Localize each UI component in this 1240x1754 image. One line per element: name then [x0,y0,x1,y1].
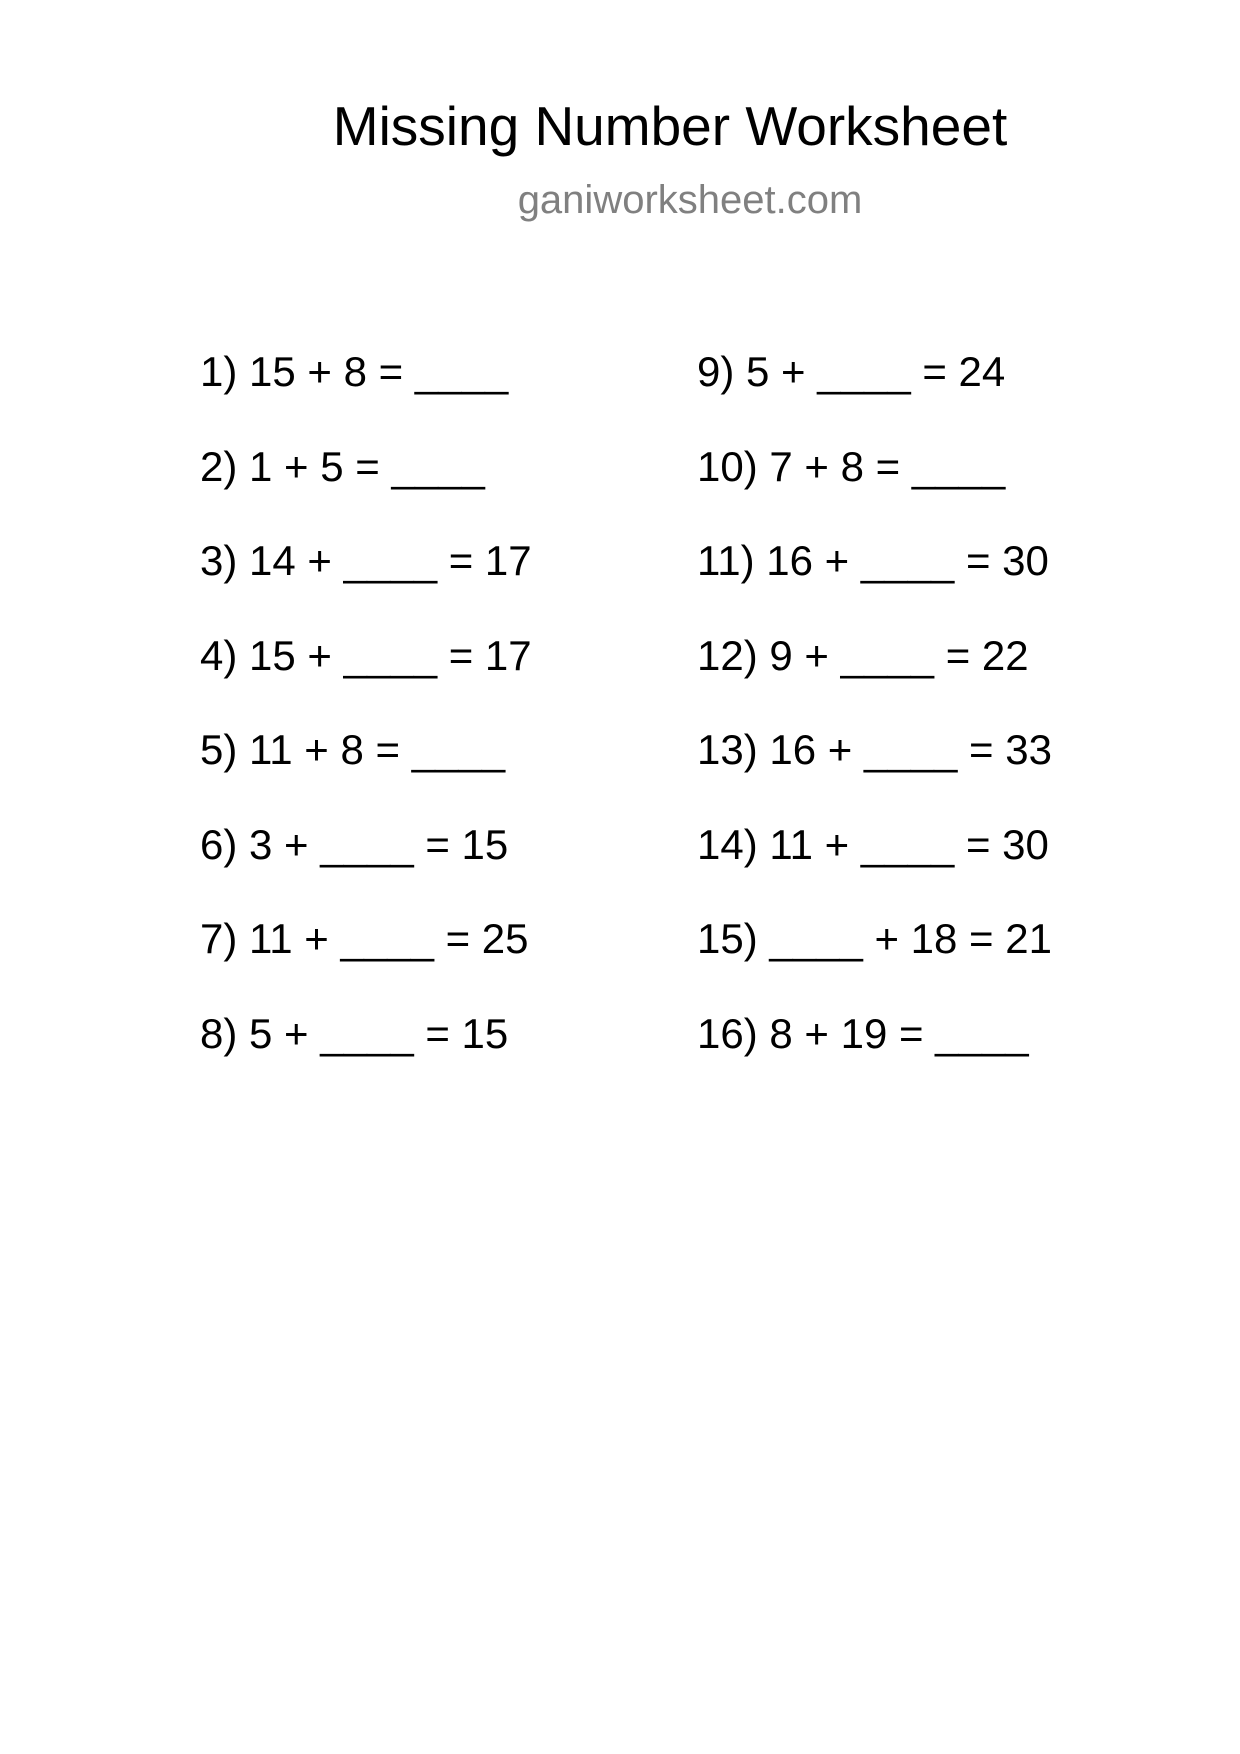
problem-number: 6) [200,820,238,868]
problem-number: 9) [697,348,735,395]
problem-expression: 11 + ____ = 30 [769,820,1049,868]
problem-expression: 8 + 19 = ____ [769,1009,1029,1057]
problem-expression: 5 + ____ = 24 [746,348,1006,395]
problem-item [697,437,1052,532]
problem-item [697,720,1052,815]
problem-number: 7) [200,915,238,962]
problem-expression: 7 + 8 = ____ [769,442,1006,490]
problems-column-right [697,342,1052,1098]
problem-expression: 11 + ____ = 25 [249,915,529,962]
problem-number: 16) [697,1009,758,1057]
problem-item [200,626,532,721]
problem-number: 13) [697,726,758,773]
problem-item [697,531,1052,626]
problem-expression: 9 + ____ = 22 [769,631,1029,679]
problem-expression: 5 + ____ = 15 [249,1009,509,1057]
problem-item [200,342,532,437]
problem-expression: 15 + 8 = ____ [249,348,509,395]
website-credit: ganiworksheet.com [517,178,863,222]
problem-number: 14) [697,820,758,868]
problem-expression: 16 + ____ = 30 [766,537,1049,584]
problem-number: 12) [697,631,758,679]
problem-number: 10) [697,442,758,490]
problem-expression: 1 + 5 = ____ [249,442,485,490]
problem-item [697,909,1052,1004]
problem-item [697,626,1052,721]
problem-expression: 14 + ____ = 17 [249,537,532,584]
problem-number: 1) [200,348,238,395]
problems-column-left [200,342,532,1098]
problem-item [200,437,532,532]
problem-expression: 15 + ____ = 17 [249,631,532,679]
problem-number: 4) [200,631,238,679]
problem-number: 2) [200,442,238,490]
problem-item [697,342,1052,437]
problem-item [200,531,532,626]
problem-expression: 16 + ____ = 33 [769,726,1052,773]
problem-item [200,1004,532,1099]
problem-expression: 11 + 8 = ____ [249,726,506,773]
problem-item [200,720,532,815]
problem-number: 11) [697,537,755,584]
problem-number: 8) [200,1009,238,1057]
problem-item [200,815,532,910]
problem-number: 5) [200,726,238,773]
problem-expression: ____ + 18 = 21 [769,915,1052,962]
problem-number: 15) [697,915,758,962]
problem-item [697,815,1052,910]
problem-item [697,1004,1052,1099]
problem-number: 3) [200,537,238,584]
page-title: Missing Number Worksheet [332,95,1008,157]
problem-expression: 3 + ____ = 15 [249,820,509,868]
problem-item [200,909,532,1004]
